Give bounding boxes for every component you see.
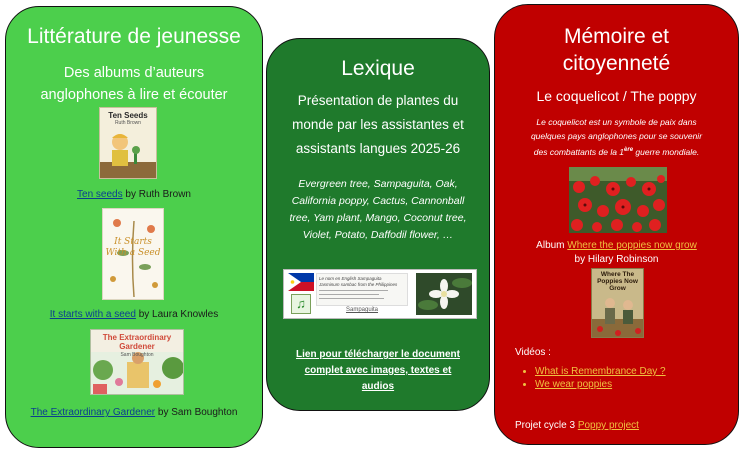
panel-litterature-jeunesse <box>5 6 263 448</box>
book-link-it-starts-with-a-seed[interactable]: It starts with a seed <box>49 309 136 320</box>
project-line: Projet cycle 3 Poppy project <box>515 420 639 431</box>
soldiers-illustration <box>592 289 644 338</box>
child-illustration <box>100 128 157 179</box>
poppy-project-link[interactable]: Poppy project <box>577 420 639 431</box>
cover-title: The Extraordinary Gardener <box>102 333 172 351</box>
list-item <box>535 378 666 391</box>
cover-title: Where The Poppies Now Grow <box>597 271 638 292</box>
plants-list: Evergreen tree, Sampaguita, Oak, California poppy, Cactus, Cannonball tree, Yam plant, Mango, Coconut tree, Violet, Potato, Daffodil flower, … <box>289 178 467 241</box>
album-link[interactable]: Where the poppies now grow <box>567 240 697 251</box>
panel-subtitle: Le coquelicot / The poppy <box>536 88 697 104</box>
album-caption: Album Where the poppies now grow <box>536 240 697 251</box>
panel-title-line: citoyenneté <box>562 52 671 75</box>
book-cover-extraordinary-gardener[interactable] <box>90 329 184 395</box>
cover-author: Ruth Brown <box>114 120 142 126</box>
book-link-ten-seeds[interactable]: Ten seeds <box>77 189 123 200</box>
document-preview[interactable] <box>283 269 477 319</box>
cover-title: It Starts With a Seed <box>105 237 161 258</box>
book-cover-it-starts-with-a-seed[interactable] <box>102 208 164 300</box>
cover-title: Ten Seeds <box>108 111 148 120</box>
audio-icon[interactable]: ♫ <box>291 294 311 314</box>
panel-title: Lexique <box>341 57 415 80</box>
album-author: by Hilary Robinson <box>574 254 659 265</box>
jasmine-flower-photo <box>416 273 472 315</box>
videos-list <box>517 365 666 391</box>
panel-subtitle-line: Présentation de plantes du <box>297 93 459 108</box>
book-link-extraordinary-gardener[interactable]: The Extraordinary Gardener <box>30 407 156 418</box>
book-caption: The Extraordinary Gardener by Sam Boughton <box>30 407 238 418</box>
book-caption: Ten seeds by Ruth Brown <box>77 189 191 200</box>
poppy-description: Le coquelicot est un symbole de paix dans quelques pays anglophones pour se souvenir des combattants de la 1ère guerre mondiale. <box>530 117 703 157</box>
poppy-field-photo <box>569 167 667 233</box>
videos-label: Vidéos : <box>515 347 551 358</box>
handwritten-page: Le nom en English Sampaguita Jasminum sambac from the Philippines <box>316 273 408 306</box>
cover-author: Sam Boughton <box>120 352 154 358</box>
panel-title: Littérature de jeunesse <box>27 25 241 48</box>
panel-subtitle-line: monde par les assistantes et <box>292 117 464 132</box>
video-link[interactable]: We wear poppies <box>535 379 613 390</box>
album-cover-where-the-poppies-now-grow[interactable] <box>591 268 644 338</box>
book-cover-ten-seeds[interactable] <box>99 107 157 179</box>
download-document-link[interactable]: Lien pour télécharger le document complet avec images, textes et audios <box>296 349 460 392</box>
video-link[interactable]: What is Remembrance Day ? <box>535 366 666 377</box>
panel-memoire-citoyennete <box>494 4 739 445</box>
panel-title-line: Mémoire et <box>563 25 670 48</box>
book-caption: It starts with a seed by Laura Knowles <box>49 309 219 320</box>
panel-subtitle-line: assistants langues 2025-26 <box>295 141 461 156</box>
list-item <box>535 365 666 378</box>
panel-subtitle-line: anglophones à lire et écouter <box>40 87 228 103</box>
panel-lexique <box>266 38 490 411</box>
philippines-flag-icon <box>288 273 314 291</box>
panel-subtitle-line: Des albums d’auteurs <box>63 65 205 81</box>
document-caption: Sampaguita <box>345 307 379 313</box>
